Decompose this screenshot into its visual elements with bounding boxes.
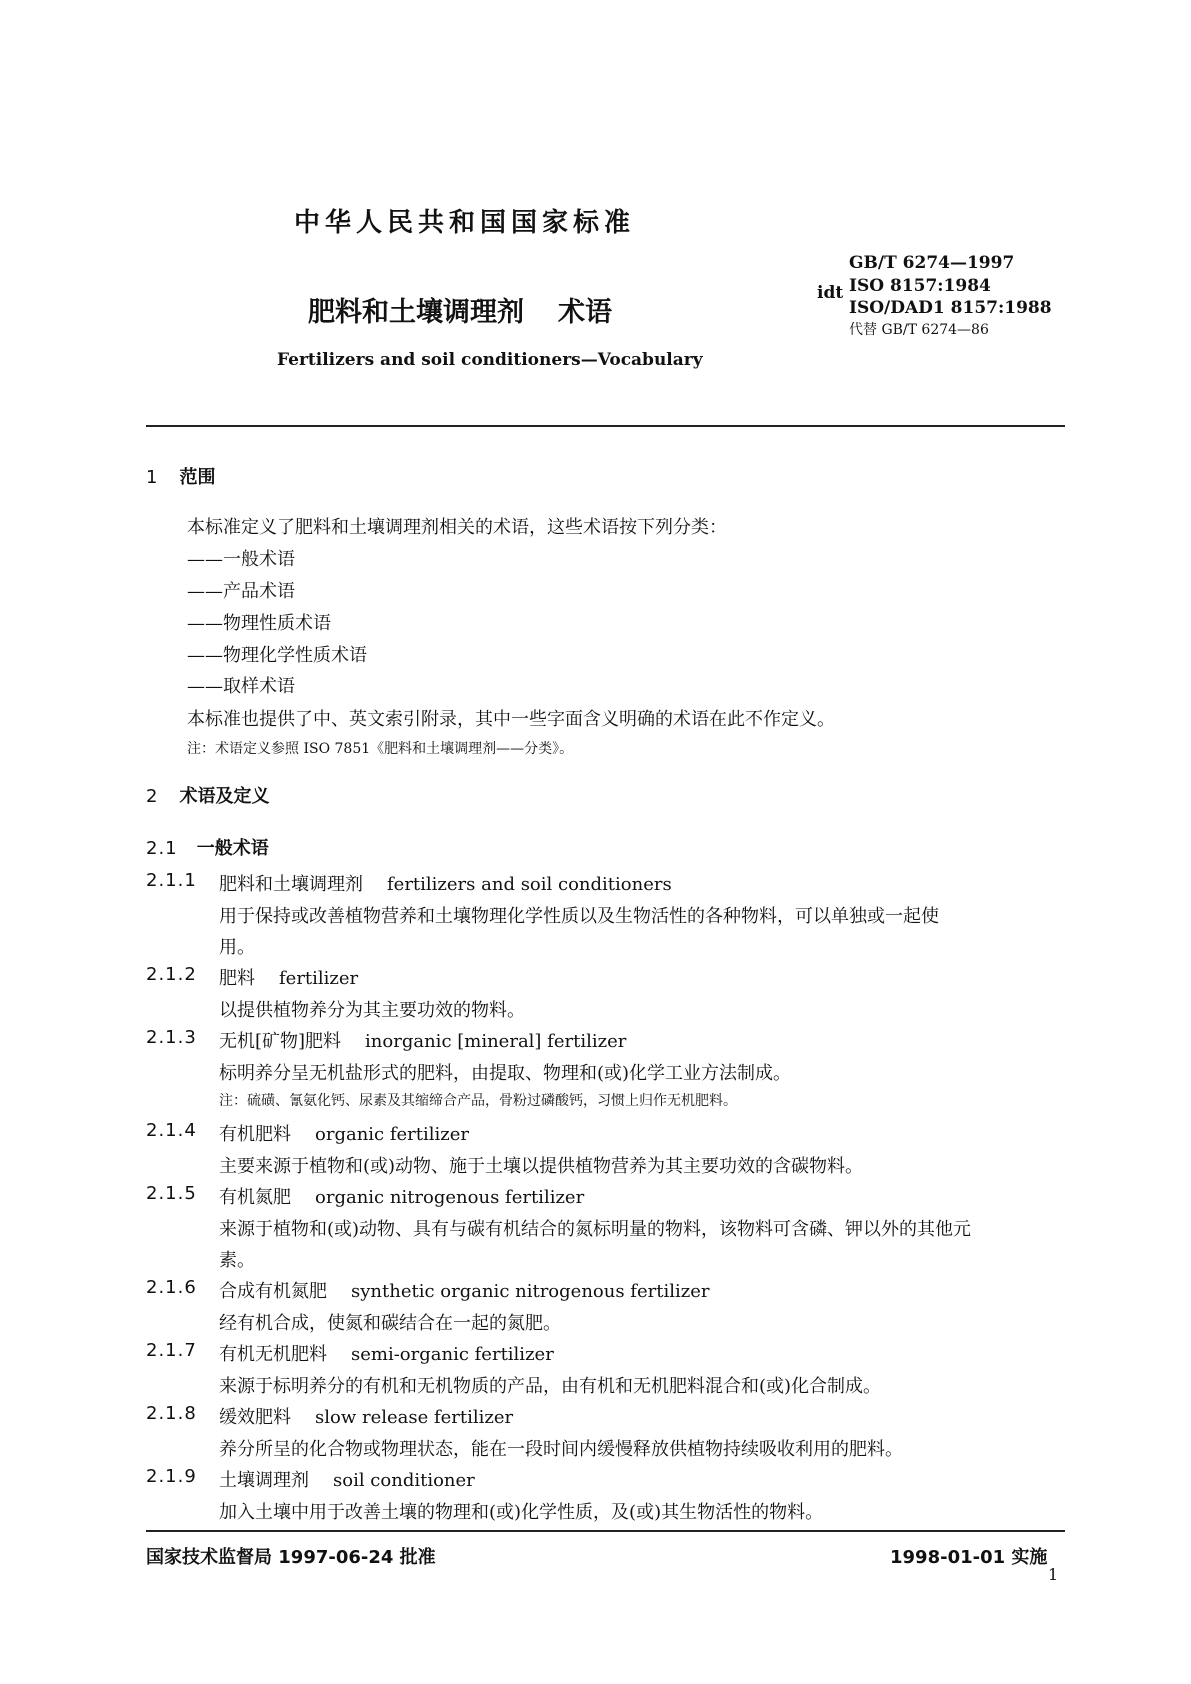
title-chinese-part-a: 肥料和土壤调理剂	[308, 297, 524, 328]
term-definition: 来源于植物和(或)动物、具有与碳有机结合的氮标明量的物料，该物料可含磷、钾以外的其他元	[219, 1219, 972, 1240]
scope-intro: 本标准定义了肥料和土壤调理剂相关的术语，这些术语按下列分类：	[187, 517, 727, 538]
term-definition: 养分所呈的化合物或物理状态，能在一段时间内缓慢释放供植物持续吸收利用的肥料。	[219, 1439, 903, 1460]
term-number: 2.1.6	[146, 1277, 197, 1298]
term-cn: 肥料	[219, 968, 255, 989]
term-cn: 有机无机肥料	[219, 1344, 327, 1365]
effective-date-line: 1998-01-01 实施	[890, 1547, 1048, 1568]
section-number: 2	[146, 786, 159, 807]
term-en: organic nitrogenous fertilizer	[315, 1187, 585, 1208]
scope-item: ——物理化学性质术语	[187, 645, 367, 666]
term-title	[219, 1340, 554, 1366]
section-number: 1	[146, 467, 159, 488]
term-en: organic fertilizer	[315, 1124, 470, 1145]
term-en: slow release fertilizer	[315, 1407, 514, 1428]
term-en: inorganic [mineral] fertilizer	[365, 1031, 627, 1052]
standard-number: GB/T 6274—1997	[849, 253, 1015, 273]
title-chinese-part-b: 术语	[558, 297, 612, 328]
term-en: soil conditioner	[333, 1470, 475, 1491]
term-cn: 土壤调理剂	[219, 1470, 309, 1491]
term-title	[219, 1027, 626, 1053]
section-1-heading	[146, 463, 216, 489]
replaces-standard: 代替 GB/T 6274—86	[849, 322, 989, 338]
page-number: 1	[1048, 1565, 1059, 1584]
subsection-title: 一般术语	[196, 838, 269, 859]
term-cn: 有机氮肥	[219, 1187, 291, 1208]
term-number: 2.1.9	[146, 1466, 197, 1487]
scope-index-text: 本标准也提供了中、英文索引附录，其中一些字面含义明确的术语在此不作定义。	[187, 709, 835, 730]
term-definition-cont: 用。	[219, 937, 255, 958]
term-definition: 加入土壤中用于改善土壤的物理和(或)化学性质，及(或)其生物活性的物料。	[219, 1502, 824, 1523]
term-title	[219, 964, 358, 990]
subsection-2-1-heading	[146, 834, 269, 860]
scope-item: ——取样术语	[187, 676, 295, 697]
scope-item: ——一般术语	[187, 549, 295, 570]
term-title	[219, 1183, 584, 1209]
term-cn: 有机肥料	[219, 1124, 291, 1145]
term-en: synthetic organic nitrogenous fertilizer	[351, 1281, 710, 1302]
term-number: 2.1.1	[146, 870, 197, 891]
header-divider	[146, 425, 1065, 427]
term-number: 2.1.7	[146, 1340, 197, 1361]
term-definition: 以提供植物养分为其主要功效的物料。	[219, 1000, 525, 1021]
scope-note: 注：术语定义参照 ISO 7851《肥料和土壤调理剂——分类》。	[187, 741, 574, 757]
term-title	[219, 870, 672, 896]
term-cn: 合成有机氮肥	[219, 1281, 327, 1302]
term-en: fertilizers and soil conditioners	[387, 874, 672, 895]
approval-line: 国家技术监督局 1997-06-24 批准	[146, 1547, 436, 1568]
term-en: fertilizer	[279, 968, 359, 989]
term-number: 2.1.2	[146, 964, 197, 985]
section-title: 术语及定义	[179, 786, 270, 807]
term-number: 2.1.8	[146, 1403, 197, 1424]
national-standard-heading: 中华人民共和国国家标准	[294, 208, 636, 238]
term-number: 2.1.4	[146, 1120, 197, 1141]
iso-reference-1: ISO 8157:1984	[849, 276, 991, 296]
title-chinese	[308, 290, 612, 329]
subsection-number: 2.1	[146, 838, 178, 859]
section-2-heading	[146, 782, 270, 808]
term-definition: 标明养分呈无机盐形式的肥料，由提取、物理和(或)化学工业方法制成。	[219, 1063, 792, 1084]
term-cn: 肥料和土壤调理剂	[219, 874, 363, 895]
term-title	[219, 1120, 469, 1146]
term-cn: 缓效肥料	[219, 1407, 291, 1428]
term-definition: 用于保持或改善植物营养和土壤物理化学性质以及生物活性的各种物料，可以单独或一起使	[219, 906, 939, 927]
term-definition: 经有机合成，使氮和碳结合在一起的氮肥。	[219, 1313, 561, 1334]
term-note: 注：硫磺、氰氨化钙、尿素及其缩缔合产品，骨粉过磷酸钙，习惯上归作无机肥料。	[219, 1093, 737, 1109]
term-en: semi-organic fertilizer	[351, 1344, 554, 1365]
iso-reference-2: ISO/DAD1 8157:1988	[849, 298, 1052, 318]
term-cn: 无机[矿物]肥料	[219, 1031, 342, 1052]
term-number: 2.1.5	[146, 1183, 197, 1204]
scope-item: ——产品术语	[187, 581, 295, 602]
term-definition: 来源于标明养分的有机和无机物质的产品，由有机和无机肥料混合和(或)化合制成。	[219, 1376, 882, 1397]
title-english: Fertilizers and soil conditioners—Vocabulary	[277, 350, 703, 370]
term-definition: 主要来源于植物和(或)动物、施于土壤以提供植物营养为其主要功效的含碳物料。	[219, 1156, 864, 1177]
section-title: 范围	[179, 467, 216, 488]
term-title	[219, 1466, 475, 1492]
idt-label: idt	[817, 283, 844, 303]
term-title	[219, 1403, 513, 1429]
term-definition-cont: 素。	[219, 1250, 255, 1271]
footer-divider	[146, 1530, 1065, 1532]
scope-item: ——物理性质术语	[187, 613, 331, 634]
term-title	[219, 1277, 709, 1303]
term-number: 2.1.3	[146, 1027, 197, 1048]
